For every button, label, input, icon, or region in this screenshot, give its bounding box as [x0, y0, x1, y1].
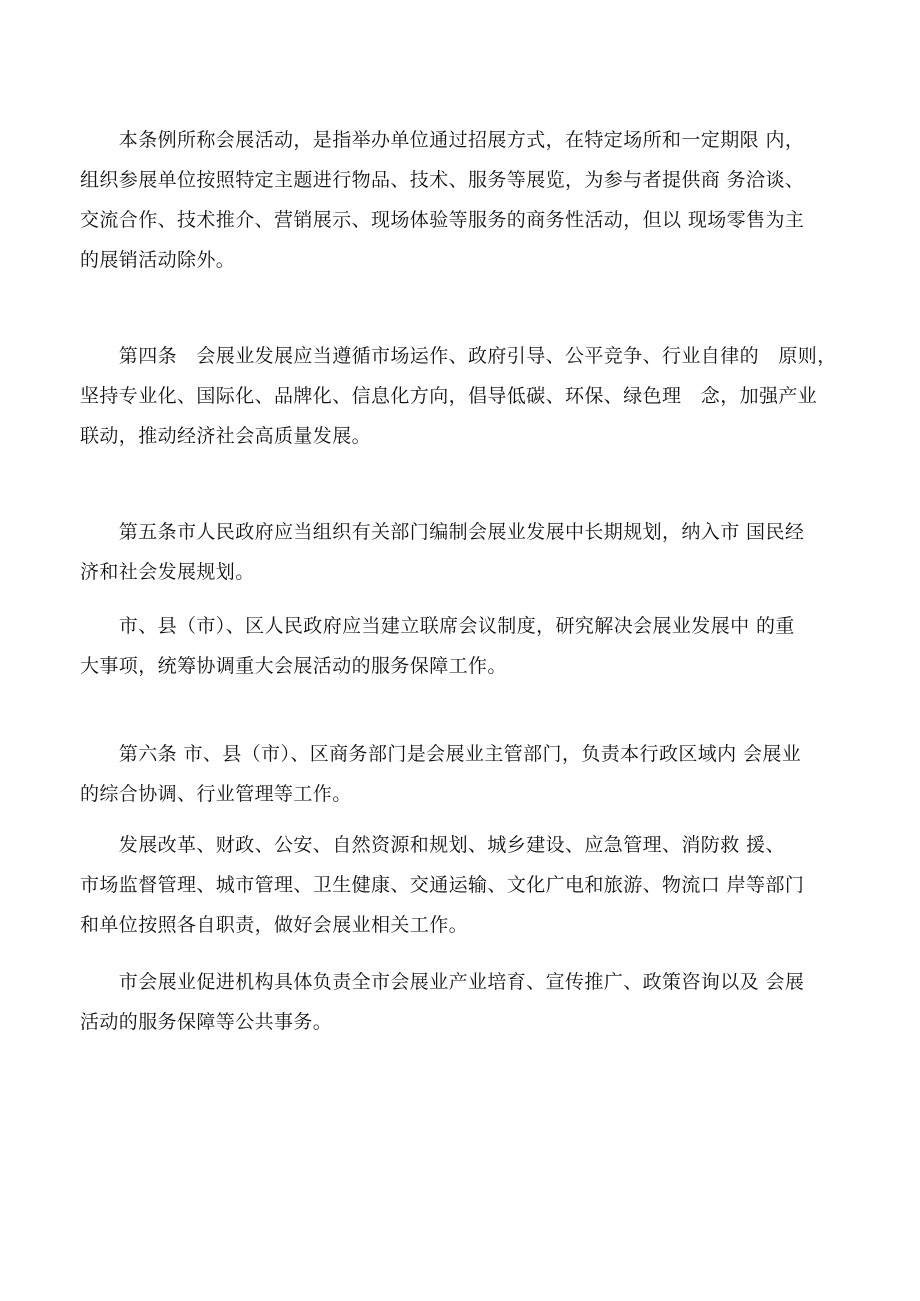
text-line: 大事项，统筹协调重大会展活动的服务保障工作。	[80, 655, 507, 677]
text-line: 组织参展单位按照特定主题进行物品、技术、服务等展览，为参与者提供商 务洽谈、	[80, 169, 805, 191]
paragraph-exhibition-definition	[80, 120, 850, 280]
text-line: 的综合协调、行业管理等工作。	[80, 783, 352, 805]
text-line: 第五条市人民政府应当组织有关部门编制会展业发展中长期规划，纳入市 国民经	[80, 521, 805, 543]
paragraph-article-6-clause-3	[80, 962, 850, 1042]
paragraph-article-6	[80, 734, 850, 814]
text-line: 联动，推动经济社会高质量发展。	[80, 425, 372, 447]
text-line: 本条例所称会展活动，是指举办单位通过招展方式，在特定场所和一定期限 内，	[80, 129, 805, 151]
paragraph-article-5-clause-2	[80, 606, 850, 686]
text-line: 第四条 会展业发展应当遵循市场运作、政府引导、公平竞争、行业自律的 原则，	[80, 345, 837, 367]
text-line: 交流合作、技术推介、营销展示、现场体验等服务的商务性活动，但以 现场零售为主	[80, 209, 805, 231]
paragraph-article-5	[80, 512, 850, 592]
text-line: 市、县（市）、区人民政府应当建立联席会议制度，研究解决会展业发展中 的重	[80, 615, 795, 637]
text-line: 第六条 市、县（市）、区商务部门是会展业主管部门，负责本行政区域内 会展业	[80, 743, 802, 765]
text-line: 市场监督管理、城市管理、卫生健康、交通运输、文化广电和旅游、物流口 岸等部门	[80, 874, 805, 896]
paragraph-article-6-clause-2	[80, 825, 850, 945]
text-line: 坚持专业化、国际化、品牌化、信息化方向，倡导低碳、环保、绿色理 念，加强产业	[80, 385, 818, 407]
paragraph-article-4	[80, 336, 850, 456]
text-line: 和单位按照各自职责，做好会展业相关工作。	[80, 914, 469, 936]
text-line: 发展改革、财政、公安、自然资源和规划、城乡建设、应急管理、消防救 援、	[80, 834, 785, 856]
text-line: 的展销活动除外。	[80, 249, 236, 271]
text-line: 活动的服务保障等公共事务。	[80, 1011, 333, 1033]
text-line: 市会展业促进机构具体负责全市会展业产业培育、宣传推广、政策咨询以及 会展	[80, 971, 805, 993]
text-line: 济和社会发展规划。	[80, 561, 255, 583]
